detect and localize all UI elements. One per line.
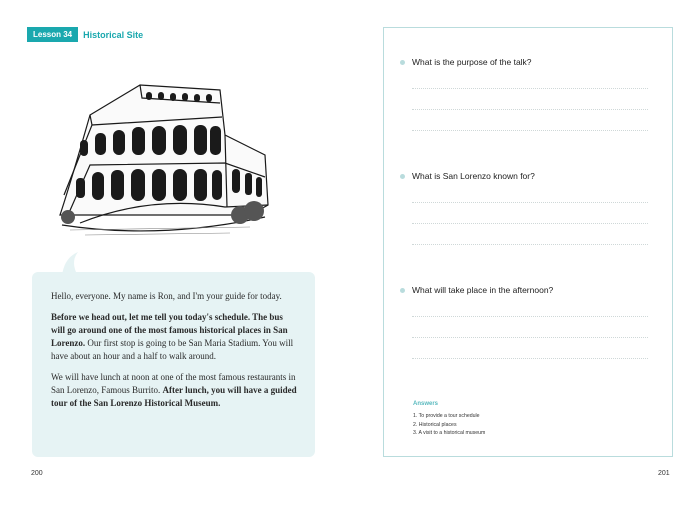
question-3 [400,285,553,295]
bullet-dot-icon [400,288,405,293]
dialogue-p2-bold: Before we head out, let me tell you today's schedule. The bus will go around one of the most famous historical places in San Lorenzo. [51,312,288,348]
bullet-dot-icon [400,174,405,179]
answer-line[interactable] [412,202,648,203]
lesson-title: Historical Site [83,29,144,40]
answer-item: 2. Historical places [413,421,457,428]
dialogue-p3-start: We will have lunch at noon at one of the most famous restaurants in San Lorenzo, Famous Burrito. [51,372,296,395]
answer-line[interactable] [412,130,648,131]
question-1 [400,57,532,67]
colosseum-icon [50,65,280,250]
answer-item: 3. A visit to a historical museum [413,430,486,436]
answers-key [413,401,485,438]
answer-line[interactable] [412,223,648,224]
dialogue-paragraph-3 [51,371,297,410]
dialogue-p3-bold: After lunch, you will have a guided tour of the San Lorenzo Historical Museum. [51,385,297,408]
guide-speech-bubble [32,272,315,457]
page-number-right: 201 [658,470,670,477]
answer-line[interactable] [412,358,648,359]
dialogue-paragraph-2 [51,311,297,363]
lesson-header [27,27,143,42]
answer-line[interactable] [412,316,648,317]
answer-line[interactable] [412,244,648,245]
answer-item: 1. To provide a tour schedule [413,413,480,419]
question-3-text: What will take place in the afternoon? [412,285,554,295]
answer-line[interactable] [412,109,648,110]
bullet-dot-icon [400,60,405,65]
question-panel [383,27,673,457]
dialogue-paragraph-1: Hello, everyone. My name is Ron, and I'm your guide for today. [51,291,282,301]
page-number-left: 200 [31,470,43,477]
answer-line[interactable] [412,337,648,338]
question-1-text: What is the purpose of the talk? [412,57,532,67]
dialogue-p2-rest: Our first stop is going to be San Maria Stadium. You will have about an hour and a half to walk around. [51,338,294,361]
answers-list [413,412,485,438]
answers-heading: Answers [413,401,439,407]
question-2-text: What is San Lorenzo known for? [412,171,535,181]
lesson-badge: Lesson 34 [27,27,78,42]
question-2 [400,171,535,181]
answer-line[interactable] [412,88,648,89]
